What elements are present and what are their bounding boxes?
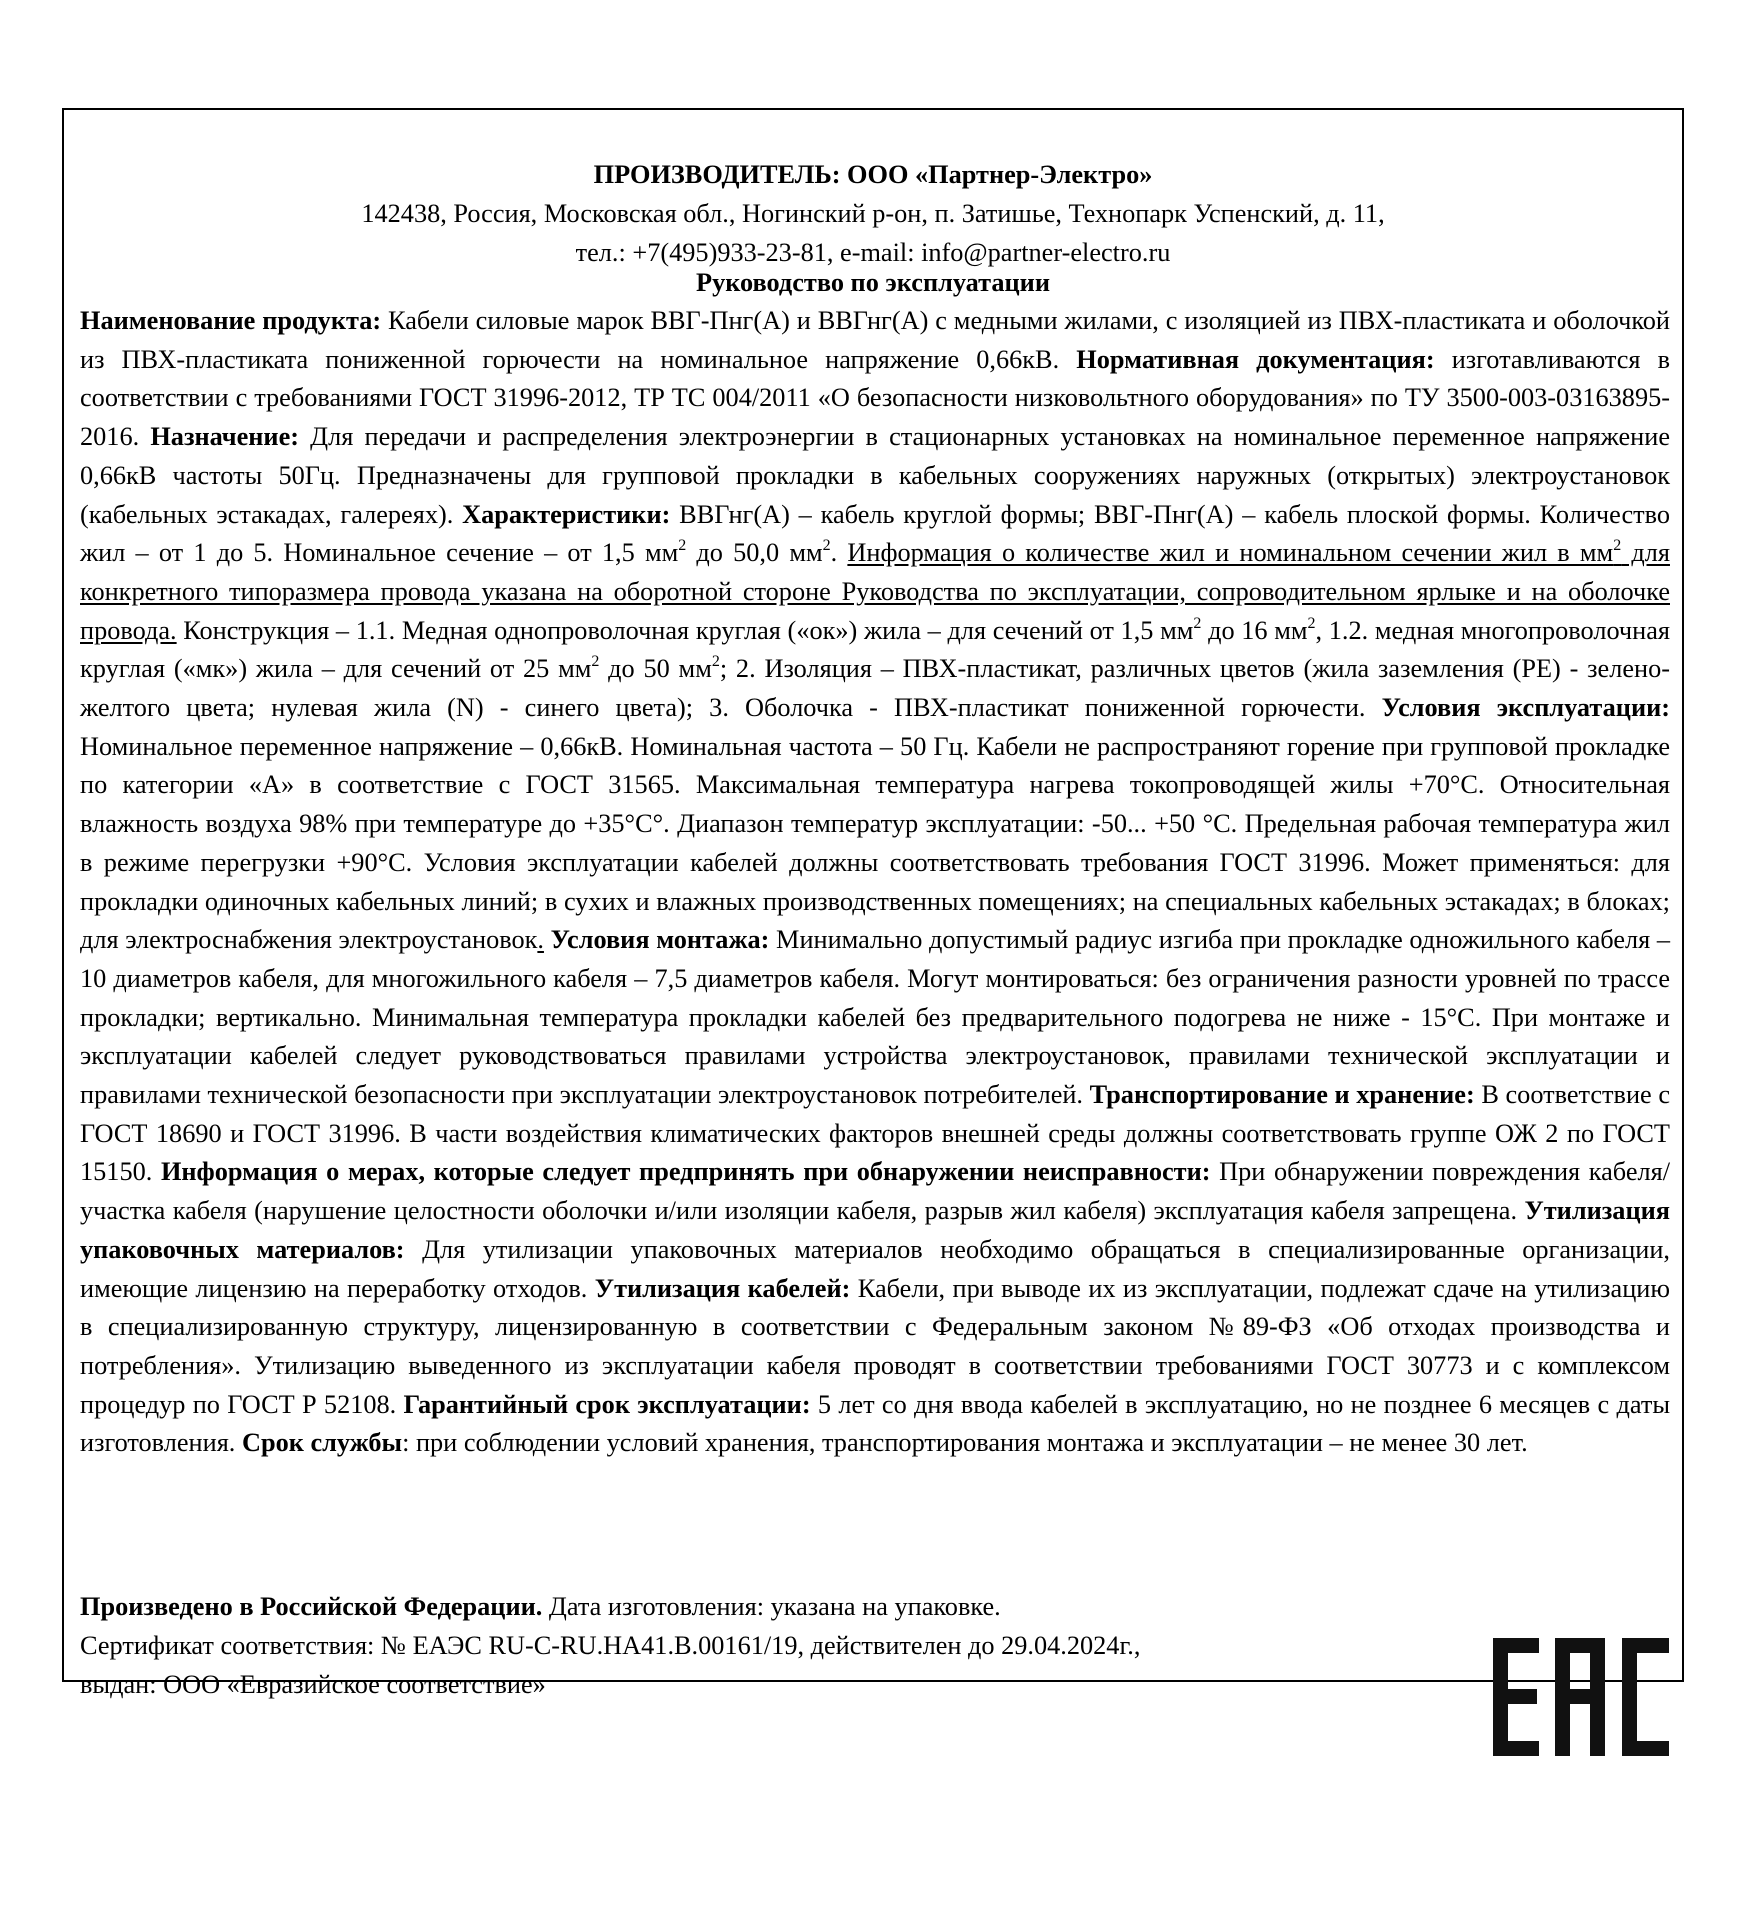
service-life-label: Срок службы xyxy=(241,1428,403,1458)
construction-text: Конструкция – 1.1. Медная однопроволочная круглая («ок») жила – для сечений от 1,5 мм xyxy=(176,615,1194,645)
warranty-text: 5 лет со дня ввода кабелей в эксплуатацию, но не позднее 6 месяцев с даты изготовления. xyxy=(80,1389,1670,1458)
underlined-info: Информация о количестве жил и номинальном сечении жил в $мм^2$ для конкретного типоразмера провода указана на оборотной стороне Руководства по эксплуатации, сопроводительном ярлыке и на оболочке провода. xyxy=(80,537,1670,645)
disposal-text: Кабели, при выводе их из эксплуатации, подлежат сдаче на утилизацию в специализированную структуру, лицензированную в соответствии с Федеральным законом №89-ФЗ «Об отходах производства и потребления». Утилизацию выведенного из эксплуатации кабеля проводят в соответствии требованиями ГОСТ 30773 и с комплексом процедур по ГОСТ Р 52108. xyxy=(80,1273,1670,1419)
purpose-text: Для передачи и распределения электроэнергии в стационарных установках на номинальное переменное напряжение 0,66кВ частоты 50Гц. Предназначены для групповой прокладки в кабельных сооружениях наружных (открытых) электроустановок (кабельных эстакадах, галереях). xyxy=(80,422,1670,529)
construction-text: до 16 мм xyxy=(1201,615,1308,645)
service-life-text: : при соблюдении условий хранения, транспортирования монтажа и эксплуатации – не менее 30 лет. xyxy=(402,1428,1528,1458)
warranty-label: Гарантийный срок эксплуатации: xyxy=(403,1389,811,1419)
characteristics-text: до 50,0 мм xyxy=(686,538,823,568)
operation-label: Условия эксплуатации: xyxy=(1381,693,1670,723)
construction-text: , 1.2. медная многопроволочная круглая («мк») жила – для сечений от 25 мм xyxy=(80,615,1670,684)
characteristics-label: Характеристики: xyxy=(462,499,671,529)
document-title: Руководство по эксплуатации xyxy=(696,268,1050,297)
norm-label: Нормативная документация: xyxy=(1076,344,1435,374)
fault-text: При обнаружении повреждения кабеля/участка кабеля (нарушение целостности оболочки и/или изоляции кабеля, разрыв жил кабеля) эксплуатация кабеля запрещена. xyxy=(80,1157,1671,1226)
operation-text: Номинальное переменное напряжение – 0,66кВ. Номинальная частота – 50 Гц. Кабели не распространяют горение при групповой прокладке по категории «А» в соответствие с ГОСТ 31565. Максимальная температура нагрева токопроводящей жилы +70°С. Относительная влажность воздуха 98% при температуре до +35°С°. Диапазон температур эксплуатации: -50... +50 °С. Предельная рабочая температура жил в режиме перегрузки +90°С. Условия эксплуатации кабелей должны соответствовать требования ГОСТ 31996. Может применяться: для прокладки одиночных кабельных линий; в сухих и влажных производственных помещениях; на специальных кабельных эстакадах; в блоках; для электроснабжения электроустановок xyxy=(80,731,1670,955)
superscript: 2 xyxy=(1307,614,1316,632)
transport-text: В соответствие с ГОСТ 18690 и ГОСТ 31996. В части воздействия климатических факторов внешней среды должны соответствовать группе ОЖ 2 по ГОСТ 15150. xyxy=(80,1080,1670,1187)
superscript: 2 xyxy=(678,537,687,555)
mounting-text: Минимально допустимый радиус изгиба при прокладке одножильного кабеля – 10 диаметров кабеля, для многожильного кабеля – 7,5 диаметров кабеля. Могут монтироваться: без ограничения разности уровней по трассе прокладки; вертикально. Минимальная температура прокладки кабелей без предварительного подогрева не ниже - 15°С. При монтаже и эксплуатации кабелей следует руководствоваться правилами устройства электроустановок, правилами технической эксплуатации и правилами технической безопасности при эксплуатации электроустановок потребителей. xyxy=(80,925,1670,1110)
product-text: Кабели силовые марок ВВГ-Пнг(А) и ВВГнг(А) с медными жилами, с изоляцией из ПВХ-пластиката и оболочкой из ПВХ-пластиката пониженной горючести на номинальное напряжение 0,66кВ. xyxy=(80,306,1671,374)
superscript: 2 xyxy=(711,653,720,671)
norm-text: изготавливаются в соответствии с требованиями ГОСТ 31996-2012, ТР ТС 004/2011 «О безопасности низковольтного оборудования» по ТУ 3500-003-03163895-2016. xyxy=(80,344,1670,452)
characteristics-text: . xyxy=(830,538,848,568)
origin-line: Произведено в Российской Федерации. Дата изготовления: указана на упаковке. xyxy=(80,1592,1001,1621)
instruction-body xyxy=(80,302,1670,1463)
underlined-period: . xyxy=(537,925,544,955)
superscript: 2 xyxy=(1613,537,1622,555)
characteristics-text: ВВГнг(А) – кабель круглой формы; ВВГ-Пнг(А) – кабель плоской формы. Количество жил – от 1 до 5. Номинальное сечение – от 1,5 мм xyxy=(80,499,1670,568)
eac-logo-icon xyxy=(1491,1638,1671,1756)
construction-text: до 50 мм xyxy=(599,654,712,684)
manufacturer-contacts: тел.: +7(495)933-23-81, e-mail: info@partner-electro.ru xyxy=(575,238,1171,267)
disposal-label: Утилизация кабелей: xyxy=(594,1273,851,1303)
fault-label: Информация о мерах, которые следует предпринять при обнаружении неисправности: xyxy=(160,1157,1211,1187)
purpose-label: Назначение: xyxy=(150,422,299,452)
superscript: 2 xyxy=(822,537,831,555)
superscript: 2 xyxy=(591,653,600,671)
instruction-frame xyxy=(62,108,1684,1699)
packaging-text: Для утилизации упаковочных материалов необходимо обращаться в специализированные организации, имеющие лицензию на переработку отходов. xyxy=(80,1234,1671,1303)
superscript: 2 xyxy=(1193,614,1202,632)
manufacturer-address: 142438, Россия, Московская обл., Ногинский р-он, п. Затишье, Технопарк Успенский, д. 11, xyxy=(361,199,1385,228)
certificate-line: Сертификат соответствия: № ЕАЭС RU-C-RU.НА41.В.00161/19, действителен до 29.04.2024г., xyxy=(80,1631,1141,1660)
certificate-issuer: выдан: ООО «Евразийское соответствие» xyxy=(80,1670,546,1699)
transport-label: Транспортирование и хранение: xyxy=(1089,1080,1475,1110)
mounting-label: Условия монтажа: xyxy=(550,925,770,955)
product-label: Наименование продукта: xyxy=(80,306,382,335)
construction-text: ; 2. Изоляция – ПВХ-пластикат, различных цветов (жила заземления (РЕ) - зелено-желтого цвета; нулевая жила (N) - синего цвета); 3. Оболочка - ПВХ-пластикат пониженной горючести. xyxy=(80,654,1670,723)
packaging-label: Утилизация упаковочных материалов: xyxy=(80,1196,1670,1264)
manufacturer-title: ПРОИЗВОДИТЕЛЬ: ООО «Партнер-Электро» xyxy=(593,160,1153,189)
